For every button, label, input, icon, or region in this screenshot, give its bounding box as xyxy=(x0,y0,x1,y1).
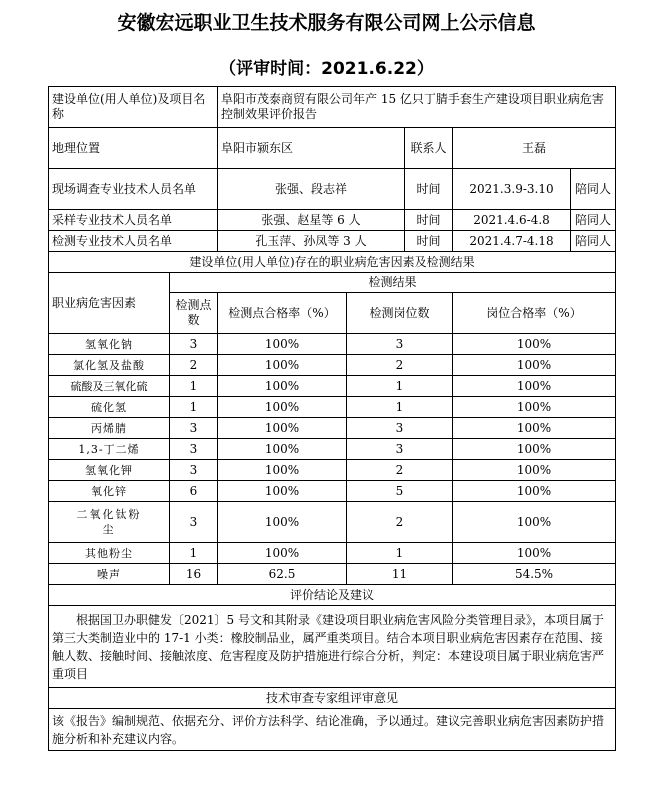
posts: 3 xyxy=(347,418,453,439)
factor: 氢氧化钠 xyxy=(49,334,170,355)
factor: 硫酸及三氧化硫 xyxy=(49,376,170,397)
point-rate: 100% xyxy=(218,481,347,502)
post-rate: 100% xyxy=(453,502,616,543)
row-sampling xyxy=(49,210,616,231)
row-results-group xyxy=(49,273,616,293)
review-title: 技术审查专家组评审意见 xyxy=(49,688,616,709)
row-conclusion-title xyxy=(49,585,616,606)
project-value: 阜阳市茂泰商贸有限公司年产 15 亿只丁腈手套生产建设项目职业病危害控制效果评价报告 xyxy=(218,87,616,128)
location-value: 阜阳市颍东区 xyxy=(218,128,405,169)
survey-label: 现场调查专业技术人员名单 xyxy=(49,169,218,210)
post-rate: 100% xyxy=(453,334,616,355)
conclusion-text: 根据国卫办职健发〔2021〕5 号文和其附录《建设项目职业病危害风险分类管理目录》，本项目属于第三大类制造业中的 17-1 小类：橡胶制品业，属严重类项目。结合本项目职业病危害因素存在范围、接触人数、接触时间、接触浓度、危害程度及防护措施进行综合分析，判定：本建设项目属于职业病危害严重项目 xyxy=(49,606,616,688)
points: 1 xyxy=(170,397,218,418)
companion-label: 陪同人 xyxy=(571,169,616,210)
points: 3 xyxy=(170,418,218,439)
time-label: 时间 xyxy=(405,169,453,210)
post-rate: 100% xyxy=(453,418,616,439)
point-rate: 100% xyxy=(218,439,347,460)
points: 2 xyxy=(170,355,218,376)
location-label: 地理位置 xyxy=(49,128,218,169)
factor: 1,3-丁二烯 xyxy=(49,439,170,460)
points: 1 xyxy=(170,376,218,397)
contact-value: 王磊 xyxy=(453,128,616,169)
post-rate: 54.5% xyxy=(453,564,616,585)
row-location xyxy=(49,128,616,169)
survey-time: 2021.3.9-3.10 xyxy=(453,169,571,210)
point-rate: 100% xyxy=(218,397,347,418)
row-survey xyxy=(49,169,616,210)
posts: 3 xyxy=(347,334,453,355)
posts: 11 xyxy=(347,564,453,585)
posts: 5 xyxy=(347,481,453,502)
testing-label: 检测专业技术人员名单 xyxy=(49,231,218,252)
table-row xyxy=(49,543,616,564)
points: 16 xyxy=(170,564,218,585)
post-rate: 100% xyxy=(453,481,616,502)
testing-time: 2021.4.7-4.18 xyxy=(453,231,571,252)
point-rate: 100% xyxy=(218,543,347,564)
post-rate: 100% xyxy=(453,397,616,418)
table-row xyxy=(49,397,616,418)
conclusion-title: 评价结论及建议 xyxy=(49,585,616,606)
row-project xyxy=(49,87,616,128)
post-rate: 100% xyxy=(453,543,616,564)
posts: 2 xyxy=(347,460,453,481)
point-rate: 100% xyxy=(218,355,347,376)
point-rate: 62.5 xyxy=(218,564,347,585)
post-rate: 100% xyxy=(453,439,616,460)
sampling-label: 采样专业技术人员名单 xyxy=(49,210,218,231)
survey-value: 张强、段志祥 xyxy=(218,169,405,210)
point-rate: 100% xyxy=(218,376,347,397)
row-testing xyxy=(49,231,616,252)
contact-label: 联系人 xyxy=(405,128,453,169)
sampling-value: 张强、赵星等 6 人 xyxy=(218,210,405,231)
factor: 丙烯腈 xyxy=(49,418,170,439)
review-text: 该《报告》编制规范、依据充分、评价方法科学、结论准确，予以通过。建议完善职业病危害因素防护措施分析和补充建议内容。 xyxy=(49,709,616,751)
factor: 硫化氢 xyxy=(49,397,170,418)
post-rate: 100% xyxy=(453,460,616,481)
col-point-rate: 检测点合格率（%） xyxy=(218,293,347,334)
factor: 其他粉尘 xyxy=(49,543,170,564)
posts: 1 xyxy=(347,376,453,397)
table-row xyxy=(49,502,616,543)
point-rate: 100% xyxy=(218,334,347,355)
table-row xyxy=(49,460,616,481)
row-review-title xyxy=(49,688,616,709)
points: 3 xyxy=(170,502,218,543)
point-rate: 100% xyxy=(218,460,347,481)
posts: 2 xyxy=(347,502,453,543)
posts: 2 xyxy=(347,355,453,376)
results-section-title: 建设单位(用人单位)存在的职业病危害因素及检测结果 xyxy=(49,252,616,273)
col-points: 检测点数 xyxy=(170,293,218,334)
point-rate: 100% xyxy=(218,502,347,543)
table-row xyxy=(49,439,616,460)
row-review-text xyxy=(49,709,616,751)
points: 6 xyxy=(170,481,218,502)
table-row xyxy=(49,355,616,376)
table-row xyxy=(49,334,616,355)
table-row xyxy=(49,481,616,502)
factor: 二氧化钛粉尘 xyxy=(49,502,170,543)
post-rate: 100% xyxy=(453,355,616,376)
factor-header: 职业病危害因素 xyxy=(49,273,170,334)
sampling-time: 2021.4.6-4.8 xyxy=(453,210,571,231)
posts: 1 xyxy=(347,543,453,564)
factor: 氯化氢及盐酸 xyxy=(49,355,170,376)
page-title: 安徽宏远职业卫生技术服务有限公司网上公示信息 xyxy=(117,12,536,34)
col-posts: 检测岗位数 xyxy=(347,293,453,334)
results-group-header: 检测结果 xyxy=(170,273,616,293)
points: 3 xyxy=(170,334,218,355)
post-rate: 100% xyxy=(453,376,616,397)
points: 3 xyxy=(170,460,218,481)
testing-value: 孔玉萍、孙凤等 3 人 xyxy=(218,231,405,252)
factor: 噪声 xyxy=(49,564,170,585)
row-conclusion-text xyxy=(49,606,616,688)
time-label: 时间 xyxy=(405,210,453,231)
table-row xyxy=(49,376,616,397)
posts: 1 xyxy=(347,397,453,418)
factor: 氧化锌 xyxy=(49,481,170,502)
review-time: （评审时间：2021.6.22） xyxy=(219,59,434,79)
point-rate: 100% xyxy=(218,418,347,439)
row-results-title xyxy=(49,252,616,273)
points: 3 xyxy=(170,439,218,460)
table-row xyxy=(49,564,616,585)
disclosure-table xyxy=(48,86,616,751)
points: 1 xyxy=(170,543,218,564)
table-row xyxy=(49,418,616,439)
companion-label: 陪同人 xyxy=(571,210,616,231)
col-post-rate: 岗位合格率（%） xyxy=(453,293,616,334)
time-label: 时间 xyxy=(405,231,453,252)
companion-label: 陪同人 xyxy=(571,231,616,252)
factor: 氢氧化钾 xyxy=(49,460,170,481)
project-label: 建设单位(用人单位)及项目名称 xyxy=(49,87,218,128)
posts: 3 xyxy=(347,439,453,460)
